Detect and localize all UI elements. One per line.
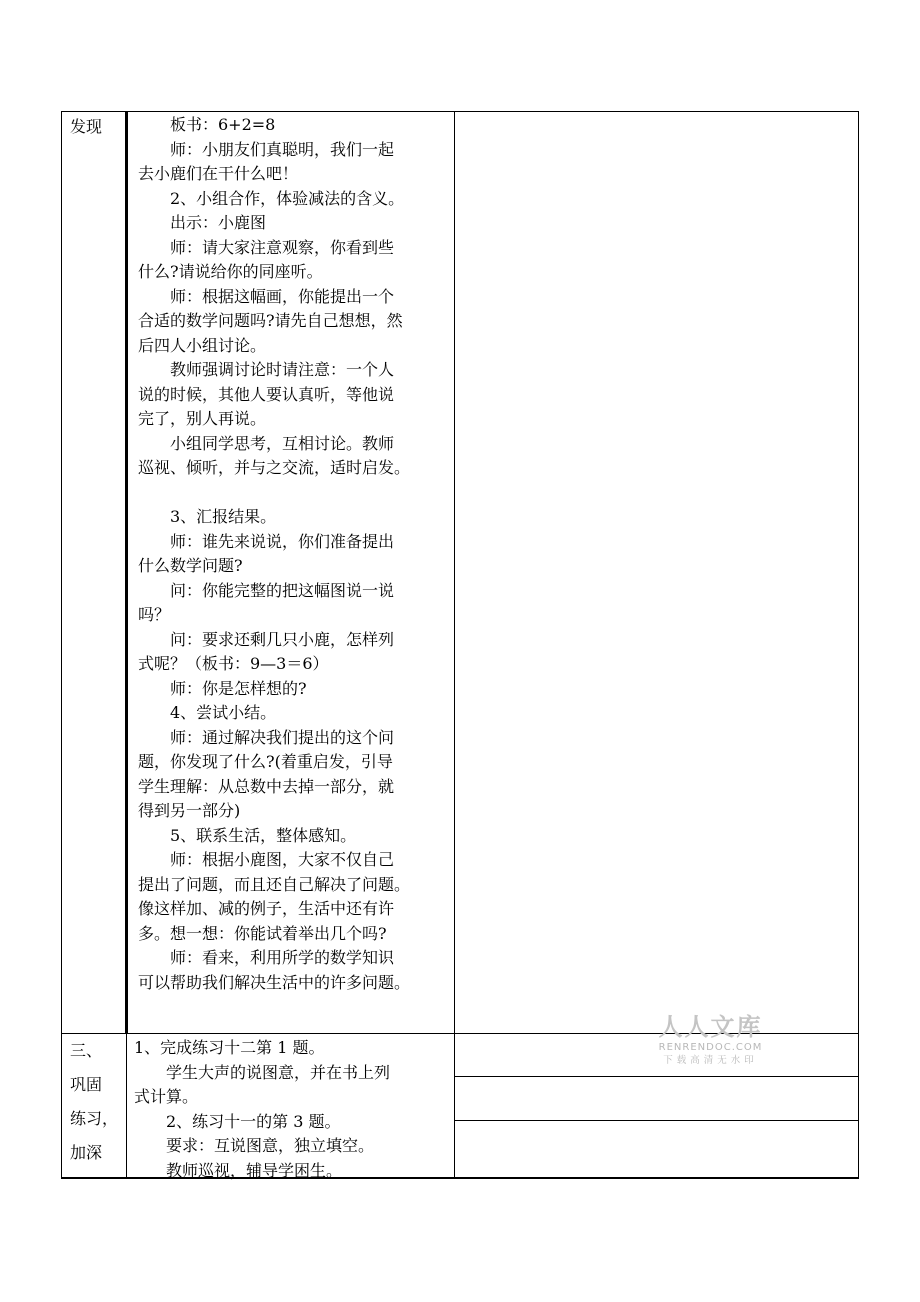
content-line: 巡视、倾听，并与之交流，适时启发。	[138, 458, 411, 477]
content-line: 师：根据这幅画，你能提出一个	[170, 286, 395, 306]
content-line: 合适的数学问题吗?请先自己想想，然	[138, 311, 403, 330]
content-line: 师：谁先来说说，你们准备提出	[170, 531, 395, 551]
notes-row-divider-2	[454, 1120, 859, 1121]
content-line: 4、尝试小结。	[170, 703, 277, 722]
content-line: 出示：小鹿图	[170, 213, 267, 232]
content-line: 师：你是怎样想的?	[170, 678, 307, 698]
content-line: 多。想一想：你能试着举出几个吗?	[138, 923, 387, 943]
stage-label-discover: 发现	[70, 117, 103, 136]
notes-row-divider-1	[454, 1076, 859, 1077]
content-line: 去小鹿们在干什么吧！	[138, 164, 299, 183]
content-line: 式计算。	[134, 1087, 199, 1106]
content-line: 板书：6+2=8	[170, 115, 276, 134]
content-line: 像这样加、减的例子，生活中还有许	[138, 899, 395, 918]
content-line: 3、汇报结果。	[170, 507, 277, 526]
watermark-logo	[648, 1013, 773, 1067]
content-line: 式呢？（板书：9—3＝6）	[138, 654, 329, 673]
content-line: 教师巡视，辅导学困生。	[166, 1160, 343, 1180]
content-line: 提出了问题，而且还自己解决了问题。	[138, 874, 411, 894]
content-line: 问：你能完整的把这幅图说一说	[170, 580, 395, 600]
content-line: 可以帮助我们解决生活中的许多问题。	[138, 972, 411, 992]
watermark-url: RENRENDOC.COM	[658, 1042, 763, 1053]
content-line: 2、练习十一的第 3 题。	[166, 1111, 341, 1131]
column-divider-1-lower	[126, 1034, 127, 1179]
content-line: 说的时候，其他人要认真听，等他说	[138, 384, 395, 404]
table-border-right	[858, 111, 859, 1179]
content-line: 教师强调讨论时请注意：一个人	[170, 360, 395, 379]
content-line: 小组同学思考，互相讨论。教师	[170, 433, 395, 453]
column-divider-2	[454, 111, 455, 1179]
stage-label-line: 加深	[70, 1143, 103, 1162]
content-line: 师：通过解决我们提出的这个问	[170, 727, 395, 747]
watermark-tagline: 下载高清无水印	[663, 1055, 758, 1066]
stage-label-line: 巩固	[70, 1075, 103, 1094]
table-border-left	[61, 111, 62, 1179]
content-line: 师：根据小鹿图，大家不仅自己	[170, 850, 395, 869]
content-line: 学生大声的说图意，并在书上列	[166, 1062, 391, 1082]
content-line: 1、完成练习十二第 1 题。	[134, 1038, 325, 1057]
content-line: 得到另一部分)	[138, 801, 241, 820]
content-line: 师：看来，利用所学的数学知识	[170, 948, 395, 967]
content-line: 2、小组合作，体验减法的含义。	[170, 188, 405, 208]
content-line: 要求：互说图意，独立填空。	[166, 1136, 375, 1155]
lesson-steps-discover	[138, 113, 410, 995]
lesson-steps-practice	[134, 1036, 390, 1183]
content-line: 后四人小组讨论。	[138, 335, 267, 355]
content-line: 师：请大家注意观察，你看到些	[170, 237, 395, 257]
watermark-title: 人人文库	[658, 1013, 763, 1041]
content-line: 什么数学问题?	[138, 556, 243, 575]
stage-label-line: 三、	[70, 1041, 103, 1060]
content-line: 学生理解：从总数中去掉一部分，就	[138, 776, 395, 796]
content-line: 师：小朋友们真聪明，我们一起	[170, 139, 395, 159]
stage-label-line: 练习，	[70, 1109, 119, 1128]
column-divider-1	[125, 111, 128, 1034]
content-line: 问：要求还剩几只小鹿，怎样列	[170, 629, 395, 649]
content-line	[138, 481, 410, 506]
content-line: 什么?请说给你的同座听。	[138, 262, 323, 281]
content-line: 完了，别人再说。	[138, 409, 267, 428]
content-line: 5、联系生活，整体感知。	[170, 825, 357, 845]
stage-label-practice	[70, 1039, 118, 1175]
content-line: 吗？	[138, 605, 171, 624]
content-line: 题，你发现了什么?(着重启发，引导	[138, 752, 393, 771]
table-border-top	[61, 111, 859, 112]
